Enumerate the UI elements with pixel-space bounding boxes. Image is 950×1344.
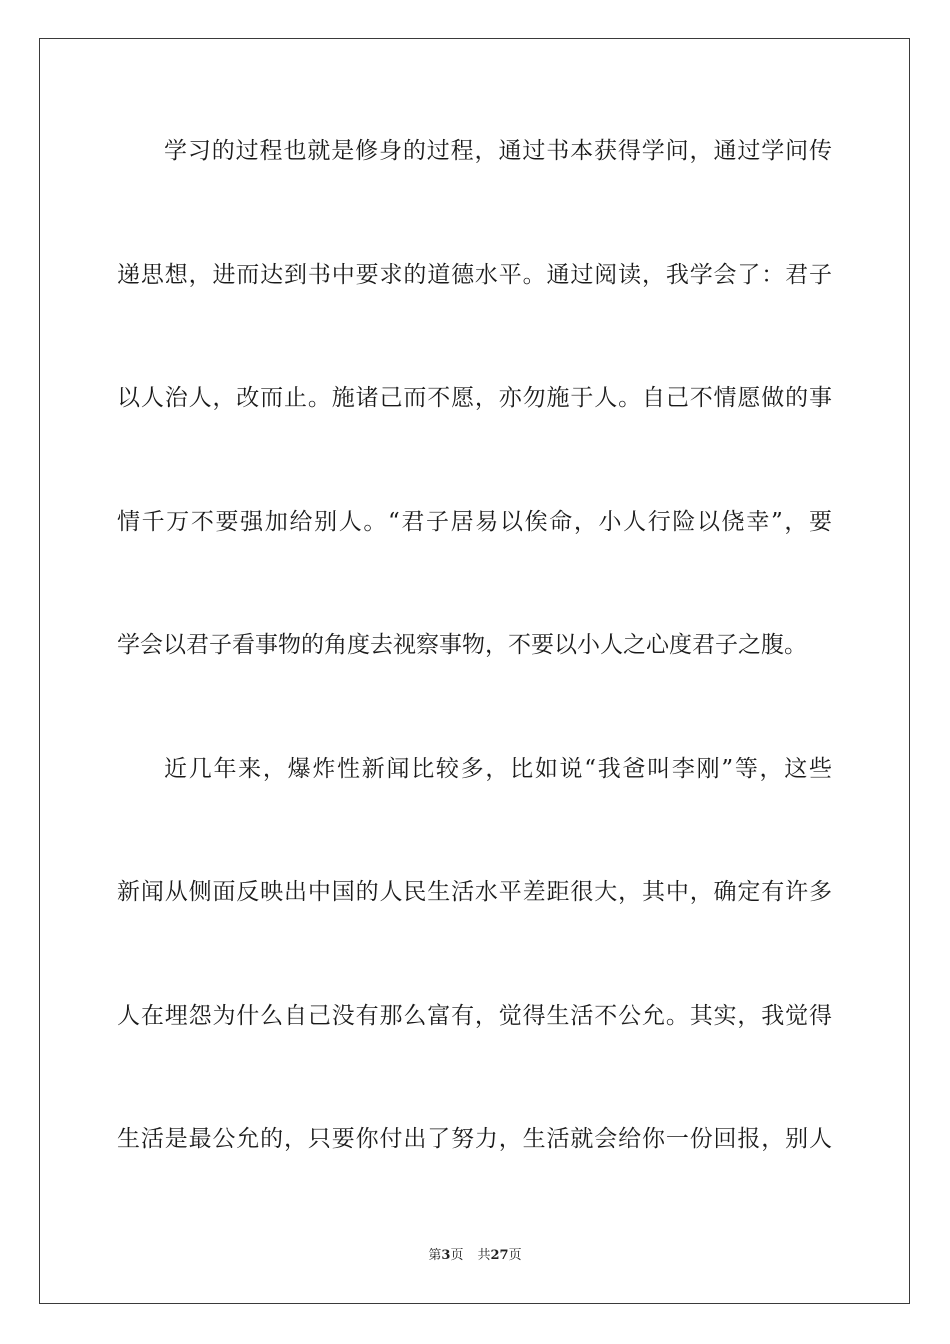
page-footer: [0, 1247, 950, 1265]
paragraph-2-line-3: 人在埋怨为什么自己没有那么富有，觉得生活不公允。其实，我觉得: [117, 1003, 832, 1029]
paragraph-1-line-3: 以人治人，改而止。施诸己而不愿，亦勿施于人。自己不情愿做的事: [117, 385, 832, 411]
paragraph-1-line-1: 学习的过程也就是修身的过程，通过书本获得学问，通过学问传: [164, 138, 832, 164]
page-label-prefix: 第: [428, 1248, 442, 1263]
paragraph-2-line-1: 近几年来，爆炸性新闻比较多，比如说“我爸叫李刚”等，这些: [164, 756, 832, 782]
page-label-suffix: 页: [450, 1248, 464, 1263]
paragraph-2-line-4: 生活是最公允的，只要你付出了努力，生活就会给你一份回报，别人: [117, 1126, 832, 1152]
total-label-suffix: 页: [508, 1248, 522, 1263]
page-number: 3: [441, 1248, 451, 1263]
paragraph-2-line-2: 新闻从侧面反映出中国的人民生活水平差距很大，其中，确定有许多: [117, 879, 832, 905]
paragraph-1-line-4: 情千万不要强加给别人。“君子居易以俟命，小人行险以侥幸”，要: [117, 509, 832, 535]
total-label-prefix: 共: [477, 1248, 491, 1263]
page-border: [39, 38, 910, 1304]
total-pages: 27: [490, 1248, 509, 1263]
paragraph-1-line-2: 递思想，进而达到书中要求的道德水平。通过阅读，我学会了：君子: [117, 262, 832, 288]
paragraph-1-line-5: 学会以君子看事物的角度去视察事物，不要以小人之心度君子之腹。: [117, 632, 807, 658]
